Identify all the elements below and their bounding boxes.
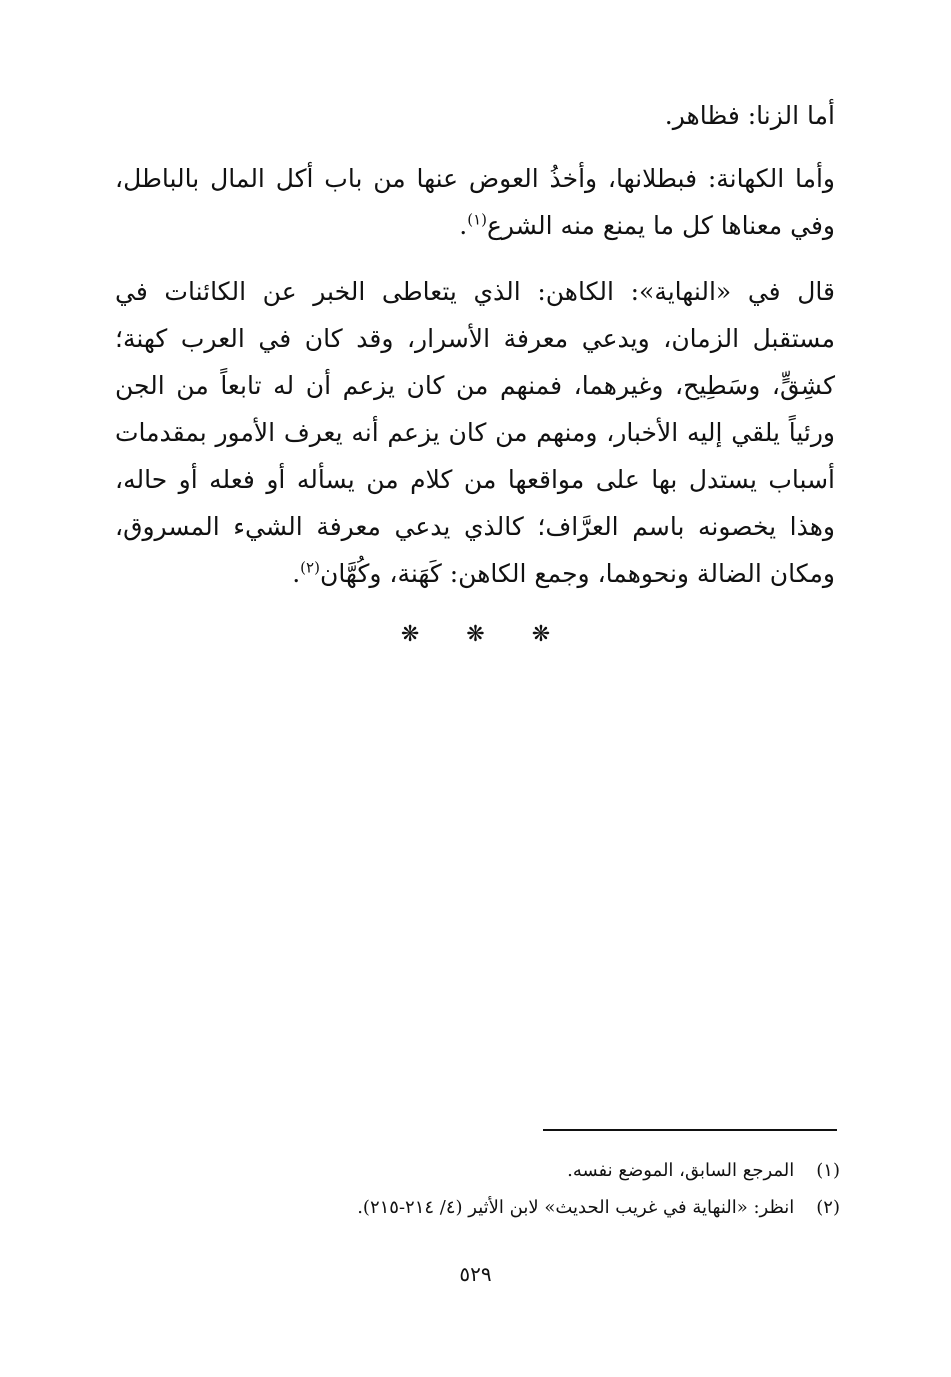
footnote-text: المرجع السابق، الموضع نفسه. [567,1160,795,1181]
footnote-number: (٢) [816,1197,840,1218]
footnote-1 [115,1152,840,1189]
main-text [115,92,835,616]
paragraph-end: . [292,559,301,588]
footnote-reference-1[interactable]: (١) [467,210,488,229]
section-separator [0,622,951,647]
footnote-text: انظر: «النهاية في غريب الحديث» لابن الأثير (٤/ ٢١٤-٢١٥). [357,1197,795,1218]
separator-star-icon: ❋ [531,622,551,647]
separator-star-icon: ❋ [400,622,420,647]
footnote-2 [115,1189,840,1226]
page-number: ٥٢٩ [459,1262,492,1286]
paragraph-text: أما الزنا: فظاهر. [664,101,835,130]
paragraph-nihaya-quote [115,268,835,597]
paragraph-end: . [459,211,468,240]
paragraph-zina [115,92,835,139]
paragraph-text: وأما الكهانة: فبطلانها، وأخذُ العوض عنها من باب أكل المال بالباطل، وفي معناها كل ما يمنع منه الشرع [115,164,835,240]
paragraph-kahana [115,155,835,249]
footnotes [115,1152,840,1226]
footnote-reference-2[interactable]: (٢) [300,558,320,577]
footnote-divider [543,1129,837,1131]
separator-star-icon: ❋ [466,622,485,647]
footnote-number: (١) [816,1160,840,1181]
paragraph-text: قال في «النهاية»: الكاهن: الذي يتعاطى الخبر عن الكائنات في مستقبل الزمان، ويدعي معرفة الأسرار، وقد كان في العرب كهنة؛ كشِقٍّ، وسَطِيح، وغيرهما، فمنهم من كان يزعم أن له تابعاً من الجن ورئياً يلقي إليه الأخبار، ومنهم من كان يزعم أنه يعرف الأمور بمقدمات أسباب يستدل بها على مواقعها من كلام من يسأله أو فعله أو حاله، وهذا يخصونه باسم العرَّاف؛ كالذي يدعي معرفة الشيء المسروق، ومكان الضالة ونحوهما، وجمع الكاهن: كَهَنة، وكُهَّان [115,277,835,588]
